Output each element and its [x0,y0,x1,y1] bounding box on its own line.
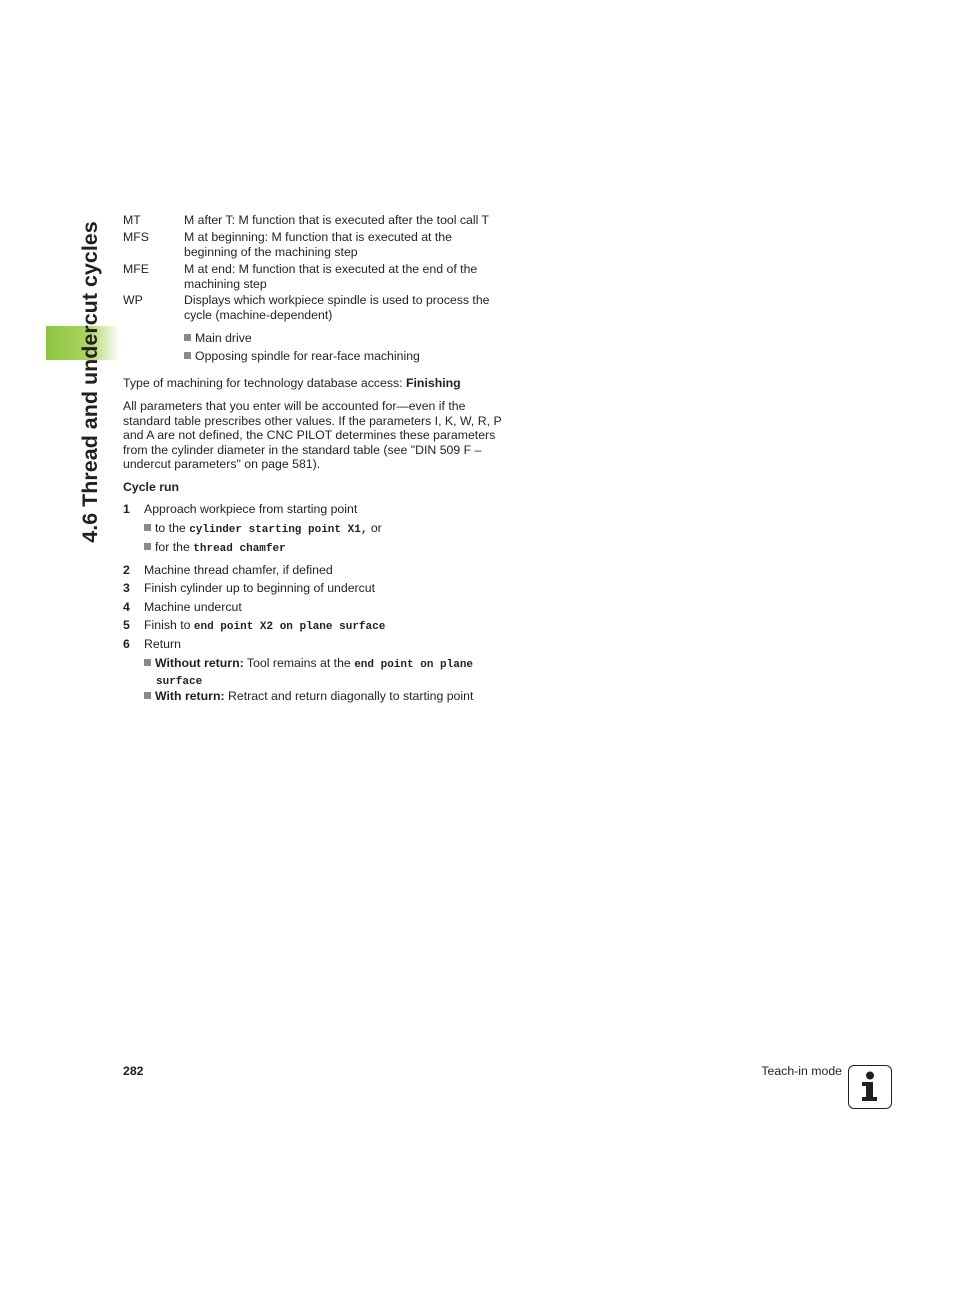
param-desc-mfe: M at end: M function that is executed at the end of the machining step [184,262,478,291]
step-text: Machine thread chamfer, if defined [144,563,333,577]
step-number: 4 [123,600,130,614]
info-icon [848,1065,892,1109]
page-number: 282 [123,1064,144,1078]
list-item: Opposing spindle for rear-face machining [184,349,420,364]
param-code-wp: WP [123,293,143,307]
step-text: Machine undercut [144,600,242,614]
param-code-mfe: MFE [123,262,149,276]
square-bullet-icon [144,692,151,699]
list-item: Main drive [184,331,252,346]
machining-type-line: Type of machining for technology database access: Finishing [123,376,461,390]
list-item: for the thread chamfer [144,540,286,557]
step-text: Return [144,637,181,651]
step-text: Approach workpiece from starting point [144,502,358,516]
step-number: 2 [123,563,130,577]
param-desc-mt: M after T: M function that is executed after the tool call T [184,213,490,227]
square-bullet-icon [184,334,191,341]
param-code-mt: MT [123,213,141,227]
square-bullet-icon [144,543,151,550]
square-bullet-icon [144,659,151,666]
list-item: With return: Retract and return diagonally to starting point [144,689,473,704]
list-item: Without return: Tool remains at the end point on plane surface [144,656,514,689]
section-label: Teach-in mode [761,1064,842,1078]
step-number: 5 [123,618,130,632]
param-desc-wp: Displays which workpiece spindle is used to process the cycle (machine-dependent) [184,293,490,322]
step-number: 6 [123,637,130,651]
list-item: to the cylinder starting point X1, or [144,521,382,538]
step-text: Finish cylinder up to beginning of undercut [144,581,376,595]
param-code-mfs: MFS [123,230,149,244]
square-bullet-icon [184,352,191,359]
note-paragraph: All parameters that you enter will be accounted for—even if the standard table prescribes other values. If the parameters I, K, W, R, P and A are not defined, the CNC PILOT determines these parameters from the cylinder diameter in the standard table (see "DIN 509 F – undercut parameters" on page 581). [123,399,502,472]
step-text: Finish to end point X2 on plane surface [144,618,386,633]
param-desc-mfs: M at beginning: M function that is executed at the beginning of the machining step [184,230,452,259]
step-number: 3 [123,581,130,595]
cycle-run-heading: Cycle run [123,480,180,494]
step-number: 1 [123,502,130,516]
square-bullet-icon [144,524,151,531]
